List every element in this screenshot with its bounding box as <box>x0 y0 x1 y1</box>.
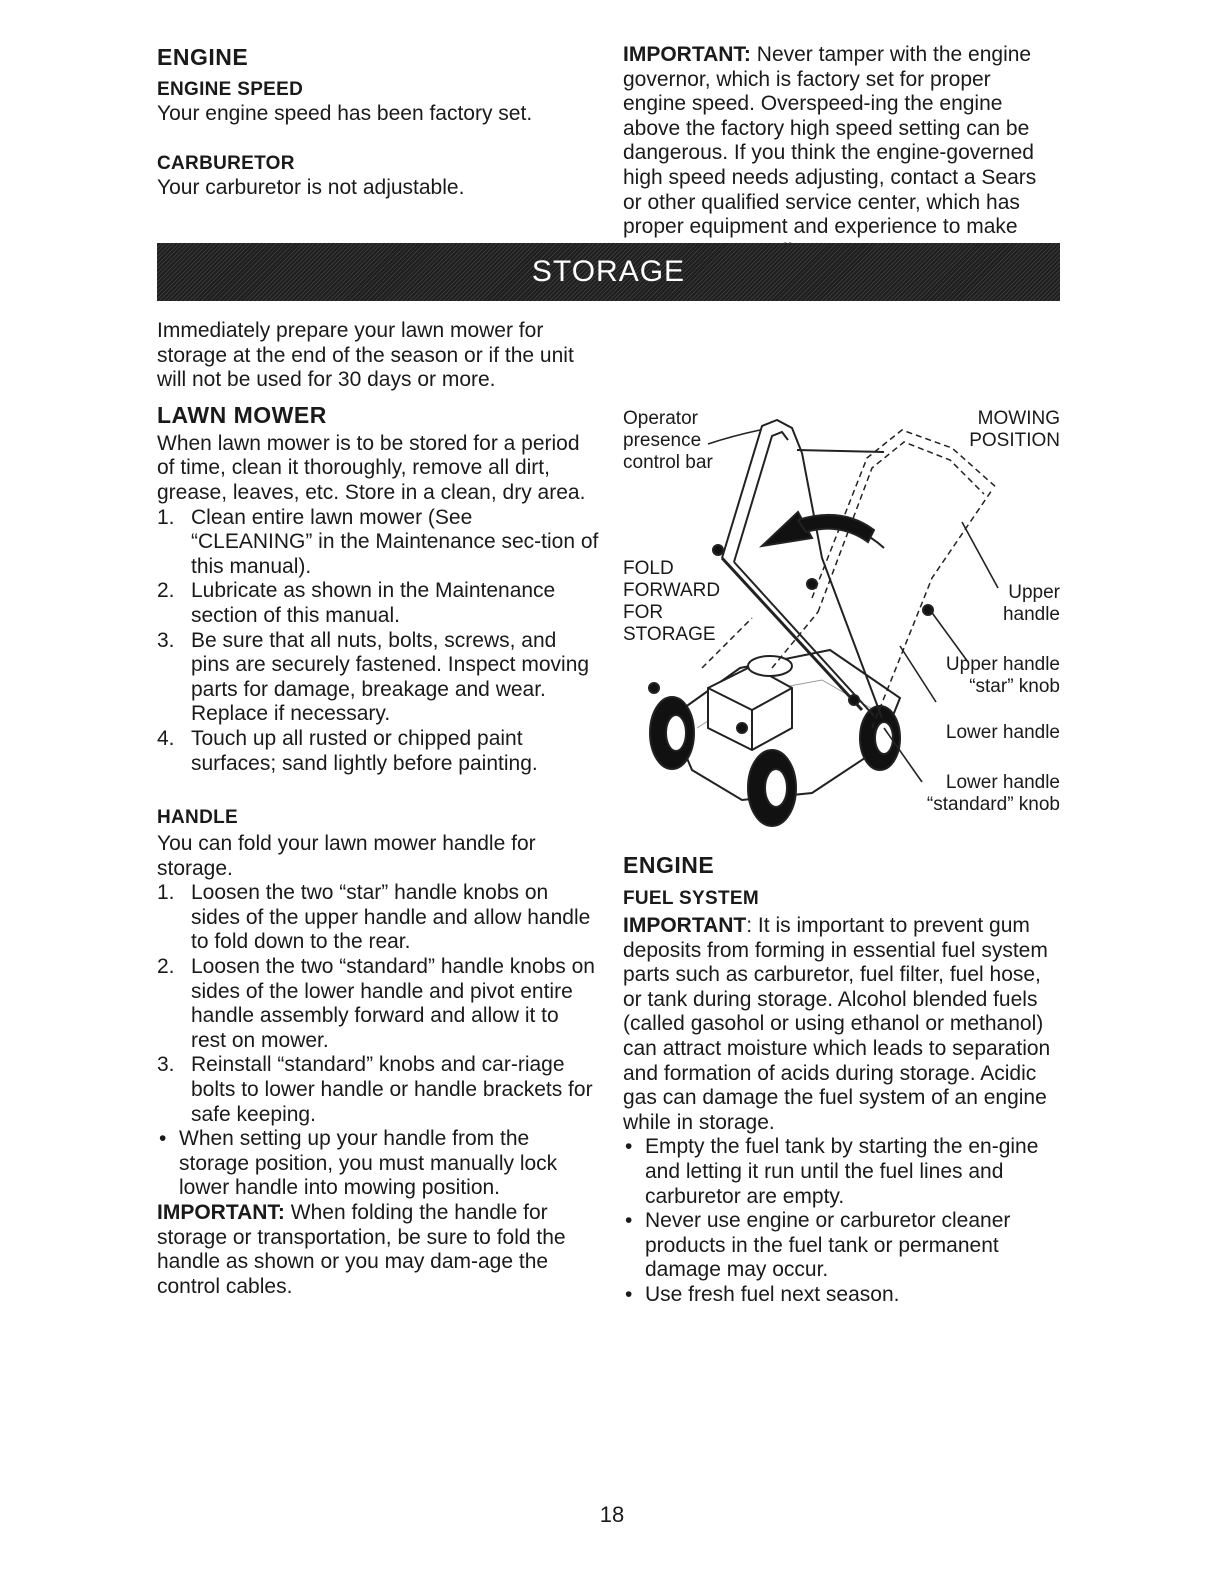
mowing-position-label: MOWING POSITION <box>969 408 1060 451</box>
important-text: Never tamper with the engine governor, which is factory set for proper engine speed. Overspeed-ing the engine above the factory high speed setting can be dangerous. If you think the engine-governed high speed needs adjusting, contact a Sears or other qualified service center, which has proper equipment and experience to make <box>623 43 1037 239</box>
engine-heading-bottom: ENGINE <box>623 852 715 878</box>
handle-important-text: When folding the handle for storage or transportation, be sure to fold the handle as shown or you may dam-age the control cables. <box>157 1201 566 1298</box>
operator-bar-label: Operator presence control bar <box>623 408 713 473</box>
list-item <box>157 506 599 580</box>
list-item <box>623 1209 1053 1283</box>
storage-left-column <box>157 319 599 1299</box>
handle-heading: HANDLE <box>157 807 238 829</box>
engine-heading: ENGINE <box>157 44 249 70</box>
lawn-mower-text: When lawn mower is to be stored for a period of time, clean it thoroughly, remove all dirt, grease, leaves, etc. Store in a clean, dry area. <box>157 431 586 504</box>
step-number: 3. <box>157 1053 175 1077</box>
list-item <box>157 579 599 628</box>
leader-lower-handle <box>900 646 936 702</box>
step-text: Clean entire lawn mower (See “CLEANING” in the Maintenance sec-tion of this manual). <box>191 505 599 578</box>
step-text: Lubricate as shown in the Maintenance section of this manual. <box>191 579 556 627</box>
bullet-icon: • <box>625 1135 633 1159</box>
engine-important-note <box>623 43 1043 264</box>
list-item <box>157 881 599 955</box>
page-number: 18 <box>599 1502 625 1527</box>
star-knob-icon <box>713 545 723 555</box>
carburetor-heading: CARBURETOR <box>157 152 295 174</box>
bullet-icon: • <box>625 1209 633 1233</box>
lower-standard-knob-label: Lower handle “standard” knob <box>926 772 1060 815</box>
handle-steps <box>157 881 599 1127</box>
handle-important-label: IMPORTANT: <box>157 1201 285 1224</box>
leader-operator-bar <box>708 430 760 444</box>
storage-title: STORAGE <box>531 255 686 288</box>
upper-star-knob-label: Upper handle “star” knob <box>945 654 1060 697</box>
lawn-mower-steps <box>157 506 599 777</box>
lower-handle-label: Lower handle <box>945 722 1060 743</box>
step-number: 1. <box>157 881 175 905</box>
step-number: 1. <box>157 505 175 529</box>
step-number: 3. <box>157 628 175 652</box>
engine-speed-heading: ENGINE SPEED <box>157 79 304 100</box>
important-label: IMPORTANT: <box>623 43 751 66</box>
bullet-text: Never use engine or carburetor cleaner products in the fuel tank or permanent damage may occur. <box>645 1209 1011 1282</box>
upper-handle-label: Upper handle <box>1002 582 1060 625</box>
step-number: 2. <box>157 955 175 979</box>
bullet-text: When setting up your handle from the storage position, you must manually lock lower handle into mowing position. <box>179 1127 558 1200</box>
step-text: Be sure that all nuts, bolts, screws, and pins are securely fastened. Inspect moving parts for damage, breakage and wear. Replace if necessary. <box>191 628 590 726</box>
engine-speed-text: Your engine speed has been factory set. <box>157 102 533 125</box>
handle-text: You can fold your lawn mower handle for storage. <box>157 832 536 880</box>
fuel-system-heading: FUEL SYSTEM <box>623 888 759 909</box>
list-item <box>623 1135 1053 1209</box>
list-item <box>623 1283 1053 1308</box>
fold-forward-label: FOLD FORWARD FOR STORAGE <box>623 558 721 645</box>
step-text: Loosen the two “standard” handle knobs on sides of the lower handle and pivot entire handle assembly forward and allow it to rest on mower. <box>191 955 595 1052</box>
bullet-icon: • <box>625 1282 633 1306</box>
bullet-text: Use fresh fuel next season. <box>645 1282 900 1306</box>
mower-figure <box>612 398 1072 838</box>
leader-upper-handle <box>962 522 998 588</box>
bullet-text: Empty the fuel tank by starting the en-gine and letting it run until the fuel lines and carburetor are empty. <box>645 1135 1039 1208</box>
carburetor-text: Your carburetor is not adjustable. <box>157 175 465 199</box>
list-item <box>157 629 599 727</box>
storage-banner <box>157 243 1060 301</box>
step-text: Reinstall “standard” knobs and car-riage bolts to lower handle or handle brackets for safe keeping. <box>191 1053 593 1126</box>
list-item <box>157 1127 599 1201</box>
upper-star-knob-icon <box>923 605 933 615</box>
step-text: Touch up all rusted or chipped paint surfaces; sand lightly before painting. <box>191 726 538 775</box>
handle-bullets <box>157 1127 599 1201</box>
fuel-important-label: IMPORTANT <box>623 914 747 937</box>
step-number: 2. <box>157 579 175 603</box>
list-item <box>157 727 599 776</box>
fuel-bullets <box>623 1135 1053 1307</box>
step-number: 4. <box>157 726 175 750</box>
engine-section-bottom <box>623 852 1053 1308</box>
list-item <box>157 1053 599 1127</box>
standard-knob-icon <box>737 723 747 733</box>
engine-section-top <box>157 44 597 200</box>
bullet-icon: • <box>159 1127 167 1151</box>
storage-intro: Immediately prepare your lawn mower for storage at the end of the season or if the unit will not be used for 30 days or more. <box>157 319 574 392</box>
lawn-mower-heading: LAWN MOWER <box>157 401 327 428</box>
list-item <box>157 955 599 1053</box>
step-text: Loosen the two “star” handle knobs on sides of the upper handle and allow handle to fold down to the rear. <box>191 881 591 954</box>
fuel-important-text: : It is important to prevent gum deposits from forming in essential fuel system parts such as carburetor, fuel filter, fuel hose, or tank during storage. Alcohol blended fuels (called gasohol or using ethanol or methanol) can attract moisture which leads to separation and formation of acids during storage. Acidic gas can damage the fuel system of an engine while in storage. <box>623 914 1051 1134</box>
